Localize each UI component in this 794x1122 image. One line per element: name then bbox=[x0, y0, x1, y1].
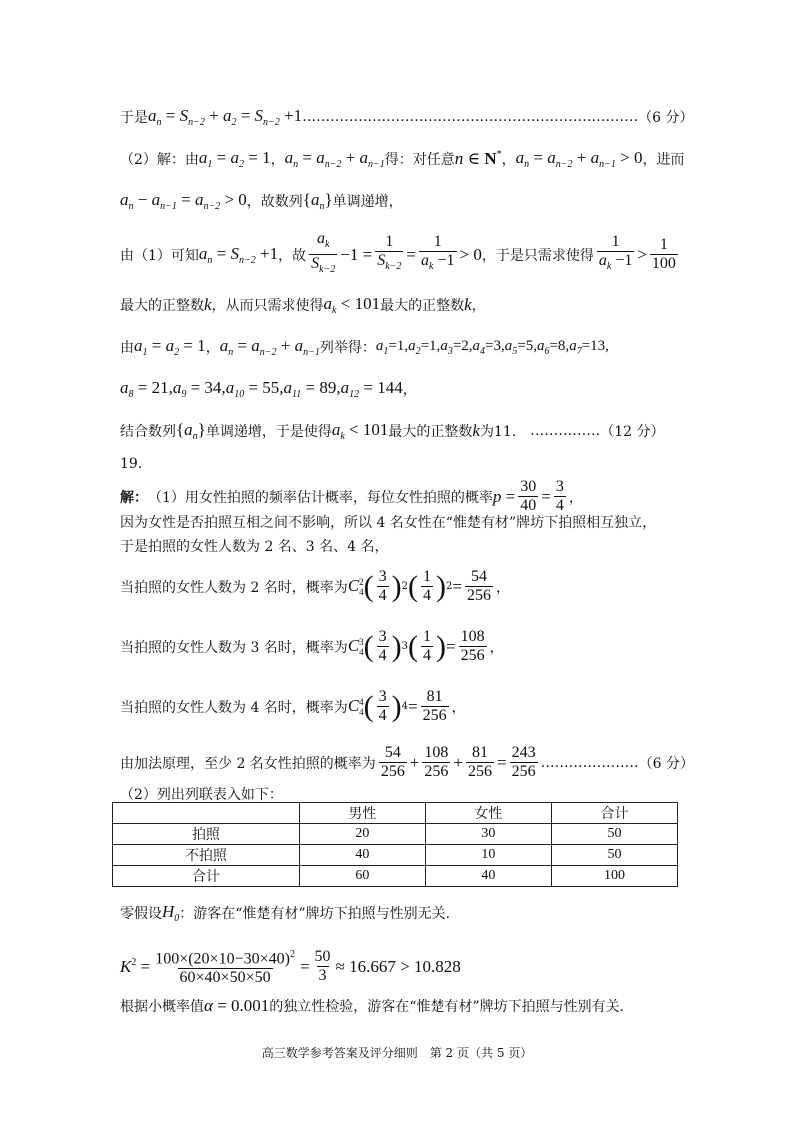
table-row bbox=[113, 866, 678, 887]
table-row bbox=[113, 824, 678, 845]
line-4: 由（1）可知 $a_n = S_{n-2} +1$ ，故 $\frac{a_k}{S_{k-2}}$ −1 = $\frac{1}{S_{k-2}}$ = $\frac{1}{a_k -1}$ > 0 ，于是只需求使得 $\frac{1}{a_k -1}$ > $\frac{1}{100}$ bbox=[120, 230, 681, 279]
page-footer: 高三数学参考答案及评分细则 第 2 页（共 5 页） bbox=[261, 1046, 533, 1060]
line-8: 结合数列 $\{a_n\}$ 单调递增，于是使得 $a_k < 101$ 最大的正整数 k 为11. …………… （12 分） bbox=[120, 420, 665, 442]
solution-1: 解： （1）用女性拍照的频率估计概率，每位女性拍照的概率 p = $\frac{30}{40}$ = $\frac{3}{4}$ ， bbox=[120, 478, 583, 514]
solution-2: 因为女性是否拍照互相之间不影响，所以 4 名女性在“惟楚有材”牌坊下拍照相互独立， bbox=[120, 515, 657, 531]
prob-4-women: 当拍照的女性人数为 4 名时，概率为 C 4 4 ( $\frac{3}{4}$ ) 4 = $\frac{81}{256}$ ， bbox=[120, 688, 466, 724]
table-cell: 50 bbox=[551, 824, 677, 845]
chi-square-formula: $K^2$ = $\frac{100\times(20\times 10-30\times 40)^2}{60\times 40\times 50\times 50}$ = $\frac{50}{3}$ ≈ 16.667 > 10.828 bbox=[120, 948, 461, 987]
table-cell: 30 bbox=[425, 824, 551, 845]
table-cell: 50 bbox=[551, 845, 677, 866]
table-header-cell: 男性 bbox=[299, 803, 425, 824]
table-cell: 40 bbox=[299, 845, 425, 866]
line-1: 于是 $a_n = S_{n-2} + a_2 = S_{n-2} +1$ ……………………………………………………………… （6 分） bbox=[120, 106, 694, 128]
line-7: $a_8 = 21,a_9 = 34,a_{10} = 55,a_{11} = 89,a_{12} = 144$ ， bbox=[120, 378, 417, 400]
line-5: 最大的正整数 k ，从而只需求使得 $a_k < 101$ 最大的正整数 k ， bbox=[120, 294, 486, 316]
prob-3-women: 当拍照的女性人数为 3 名时，概率为 C 3 4 ( $\frac{3}{4}$ ) 3 ( $\frac{1}{4}$ ) = $\frac{108}{256}$ ， bbox=[120, 628, 504, 664]
conclusion: 根据小概率值 α = 0.001 的独立性检验，游客在“惟楚有材”牌坊下拍照与性别有关. bbox=[120, 996, 625, 1015]
solution-part2: （2）列出列联表入如下： bbox=[120, 787, 283, 803]
table-cell: 拍照 bbox=[113, 824, 300, 845]
line-6: 由 $a_1 = a_2 = 1$ ， $a_n = a_{n-2} + a_{n-1}$ 列举得： $a_1=1,a_2=1,a_3=2,a_4=3,a_5=5,a_6=8,a_7=13$, bbox=[120, 336, 609, 358]
table-row bbox=[113, 845, 678, 866]
table-cell: 10 bbox=[425, 845, 551, 866]
question-number: 19. bbox=[120, 456, 143, 472]
table-cell: 20 bbox=[299, 824, 425, 845]
null-hypothesis: 零假设 $H_0$ ：游客在“惟楚有材”牌坊下拍照与性别无关. bbox=[120, 902, 451, 924]
contingency-table bbox=[112, 802, 678, 887]
table-cell: 合计 bbox=[113, 866, 300, 887]
formula-an-sum: $a_n = S_{n-2} + a_2 = S_{n-2} +1$ bbox=[148, 106, 303, 128]
table-cell: 不拍照 bbox=[113, 845, 300, 866]
table-cell: 100 bbox=[551, 866, 677, 887]
solution-3: 于是拍照的女性人数为 2 名、3 名、4 名， bbox=[120, 539, 389, 555]
prob-2-women: 当拍照的女性人数为 2 名时，概率为 C 2 4 ( $\frac{3}{4}$ ) 2 ( $\frac{1}{4}$ ) 2 = $\frac{54}{256}$ ， bbox=[120, 568, 510, 604]
table-header-cell: 合计 bbox=[551, 803, 677, 824]
table-cell: 40 bbox=[425, 866, 551, 887]
table-header-cell bbox=[113, 803, 300, 824]
table-header-cell: 女性 bbox=[425, 803, 551, 824]
line-2: （2）解：由 $a_1 = a_2 = 1$ ， $a_n = a_{n-2} + a_{n-1}$ 得：对任意 n ∈ N* ， $a_n = a_{n-2} + a_{n-1} > 0$ ，进而 bbox=[120, 148, 685, 170]
table-header-row bbox=[113, 803, 678, 824]
prob-sum: 由加法原理，至少 2 名女性拍照的概率为 $\frac{54}{256}$ + $\frac{108}{256}$ + $\frac{81}{256}$ = $\frac{243}{256}$ ………………… （6 分） bbox=[120, 744, 694, 780]
table-cell: 60 bbox=[299, 866, 425, 887]
line-3: $a_n - a_{n-1} = a_{n-2} > 0$ ，故数列 $\{a_n\}$ 单调递增， bbox=[120, 190, 403, 212]
